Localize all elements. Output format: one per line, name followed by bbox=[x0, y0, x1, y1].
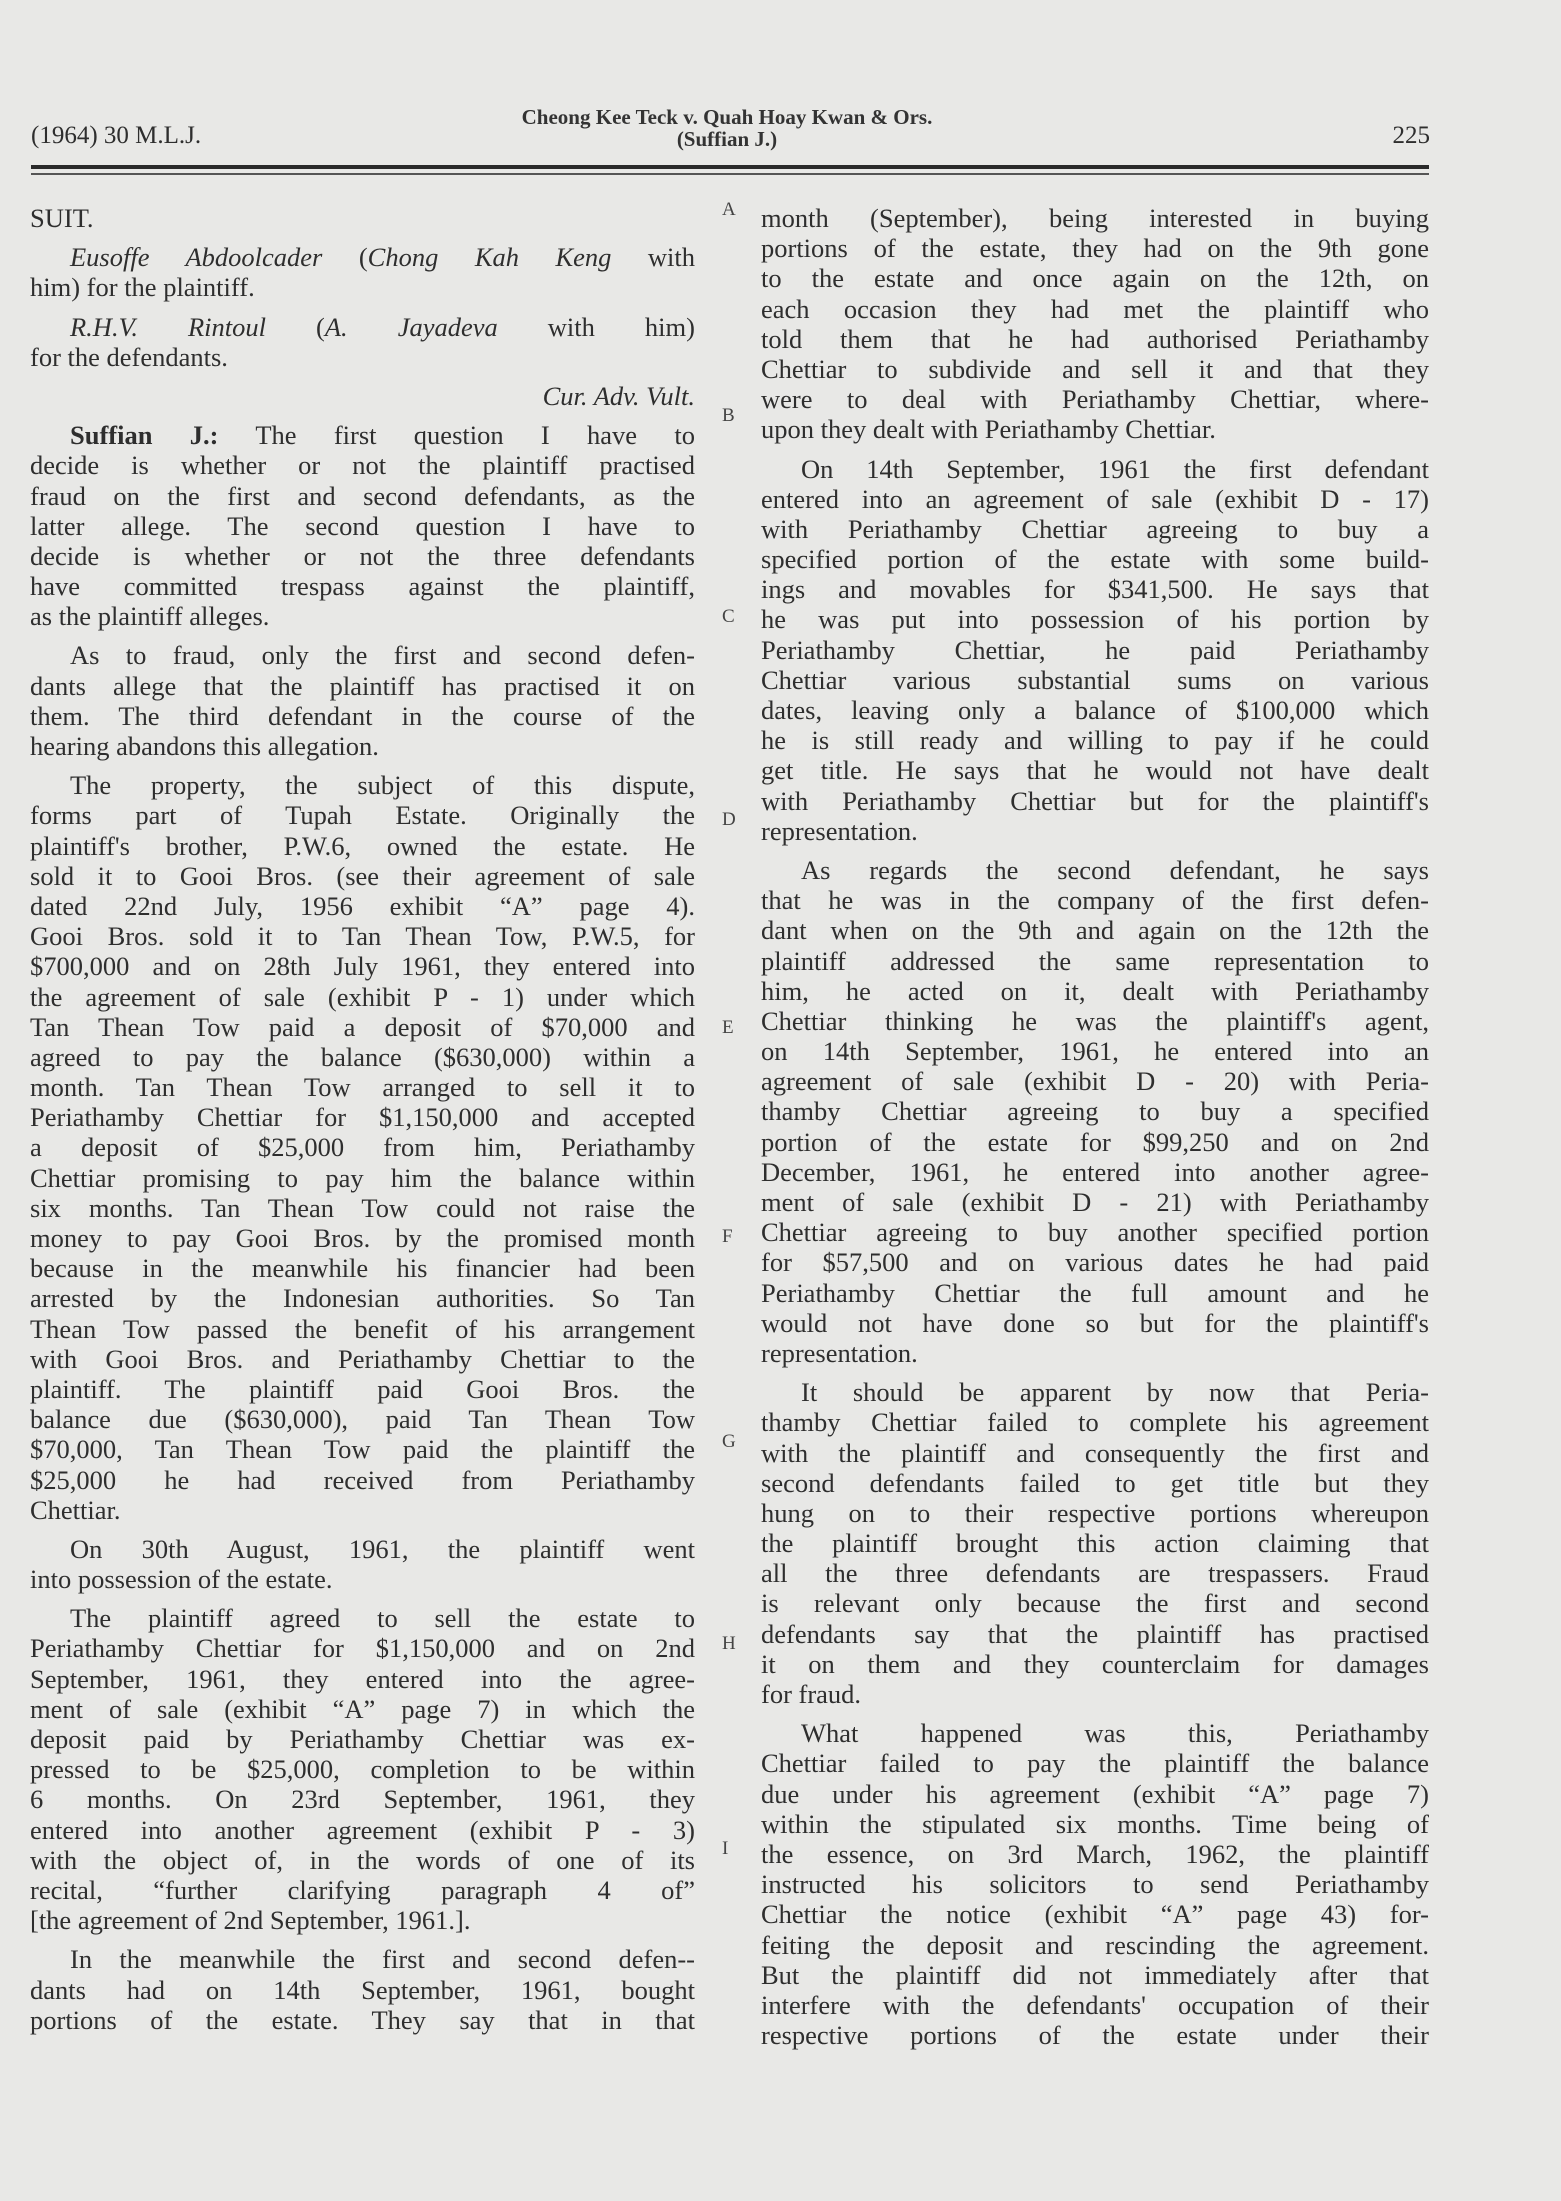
header-rule-thick bbox=[31, 165, 1429, 169]
text-line: the essence, on 3rd March, 1962, the plaintiff bbox=[761, 1838, 1429, 1869]
text-line: a deposit of $25,000 from him, Periathamby bbox=[30, 1132, 695, 1163]
left-column bbox=[30, 203, 695, 2035]
margin-letter: B bbox=[722, 405, 735, 426]
text-line: entered into an agreement of sale (exhibit D - 17) bbox=[761, 483, 1429, 514]
text-line: But the plaintiff did not immediately after that bbox=[761, 1959, 1429, 1990]
text-line: defendants say that the plaintiff has practised bbox=[761, 1618, 1429, 1649]
judge-lead: Suffian J.: bbox=[70, 420, 219, 451]
text-line-rest: The first question I have to bbox=[255, 420, 695, 451]
text-line: Chettiar failed to pay the plaintiff the balance bbox=[761, 1748, 1429, 1779]
text-line: it on them and they counterclaim for damages bbox=[761, 1648, 1429, 1679]
paragraph bbox=[761, 454, 1429, 846]
text-line: Chettiar various substantial sums on various bbox=[761, 664, 1429, 695]
text-line: plaintiff addressed the same representation to bbox=[761, 945, 1429, 976]
text-line: portions of the estate. They say that in that bbox=[30, 2004, 695, 2035]
text-line: portion of the estate for $99,250 and on 2nd bbox=[761, 1126, 1429, 1157]
text-line: hearing abandons this allegation. bbox=[30, 731, 379, 761]
text-line: thamby Chettiar agreeing to buy a specified bbox=[761, 1096, 1429, 1127]
text-line: As regards the second defendant, he says bbox=[801, 854, 1429, 885]
text-line: Periathamby Chettiar the full amount and he bbox=[761, 1277, 1429, 1308]
text-line: balance due ($630,000), paid Tan Thean Tow bbox=[30, 1404, 695, 1435]
text-line: for $57,500 and on various dates he had paid bbox=[761, 1247, 1429, 1278]
paragraph bbox=[761, 855, 1429, 1368]
case-title: Cheong Kee Teck v. Quah Hoay Kwan & Ors. bbox=[521, 105, 933, 129]
text-line: the agreement of sale (exhibit P - 1) under which bbox=[30, 981, 695, 1012]
text-line: What happened was this, Periathamby bbox=[801, 1718, 1429, 1749]
text-line: plaintiff. The plaintiff paid Gooi Bros. the bbox=[30, 1373, 695, 1404]
text-line: plaintiff's brother, P.W.6, owned the estate. He bbox=[30, 830, 695, 861]
text-line: told them that he had authorised Periathamby bbox=[761, 323, 1429, 354]
text-line: ment of sale (exhibit “A” page 7) in which the bbox=[30, 1693, 695, 1724]
text-line: upon they dealt with Periathamby Chettiar. bbox=[761, 414, 1216, 445]
text-line: In the meanwhile the first and second defen-- bbox=[70, 1944, 695, 1975]
text-line: Periathamby Chettiar, he paid Periathamby bbox=[761, 634, 1429, 665]
text-line: dates, leaving only a balance of $100,000 which bbox=[761, 695, 1429, 725]
text-line: second defendants failed to get title but they bbox=[761, 1467, 1429, 1498]
text-line: R.H.V. Rintoul (A. Jayadeva with him) bbox=[70, 311, 695, 342]
text-line: It should be apparent by now that Peria- bbox=[801, 1377, 1429, 1408]
margin-letter: I bbox=[722, 1838, 729, 1859]
text-line: dated 22nd July, 1956 exhibit “A” page 4). bbox=[30, 890, 695, 921]
margin-letter: F bbox=[722, 1226, 733, 1247]
paragraph bbox=[761, 1377, 1429, 1709]
text-line: SUIT. bbox=[30, 203, 94, 233]
text-line: feiting the deposit and rescinding the agreement. bbox=[761, 1929, 1429, 1960]
text-line: $700,000 and on 28th July 1961, they entered into bbox=[30, 951, 695, 982]
text-line: each occasion they had met the plaintiff who bbox=[761, 293, 1429, 324]
text-line: latter allege. The second question I have to bbox=[30, 510, 695, 541]
text-line: Chettiar the notice (exhibit “A” page 43) for- bbox=[761, 1899, 1429, 1930]
text-line: were to deal with Periathamby Chettiar, where- bbox=[761, 384, 1429, 415]
text-line: $25,000 he had received from Periathamby bbox=[30, 1464, 695, 1495]
text-line: Chettiar thinking he was the plaintiff's agent, bbox=[761, 1005, 1429, 1036]
text-line: Thean Tow passed the benefit of his arrangement bbox=[30, 1313, 695, 1344]
text-line: specified portion of the estate with some build- bbox=[761, 544, 1429, 575]
paragraph bbox=[30, 420, 695, 631]
text-line: him, he acted on it, dealt with Periathamby bbox=[761, 975, 1429, 1006]
text-line: $70,000, Tan Thean Tow paid the plaintiff the bbox=[30, 1434, 695, 1465]
text-line: representation. bbox=[761, 1337, 918, 1368]
paragraph bbox=[30, 1603, 695, 1935]
text-line: the plaintiff brought this action claiming that bbox=[761, 1528, 1429, 1559]
text-line: Periathamby Chettiar for $1,150,000 and accepted bbox=[30, 1102, 695, 1133]
paragraph bbox=[761, 1718, 1429, 2050]
text-line: representation. bbox=[761, 815, 918, 846]
text-line: dants had on 14th September, 1961, bought bbox=[30, 1974, 695, 2005]
margin-letter: A bbox=[722, 199, 736, 220]
text-line: Periathamby Chettiar for $1,150,000 and on 2nd bbox=[30, 1633, 695, 1664]
paragraph bbox=[30, 203, 695, 233]
running-header bbox=[427, 106, 1027, 150]
text-line: sold it to Gooi Bros. (see their agreement of sale bbox=[30, 860, 695, 891]
text-line bbox=[30, 420, 695, 450]
text-line: The plaintiff agreed to sell the estate to bbox=[70, 1603, 695, 1634]
text-line: ings and movables for $341,500. He says that bbox=[761, 574, 1429, 605]
text-line: pressed to be $25,000, completion to be within bbox=[30, 1754, 695, 1785]
text-line: interfere with the defendants' occupation of their bbox=[761, 1989, 1429, 2020]
text-line: On 30th August, 1961, the plaintiff went bbox=[70, 1533, 695, 1564]
text-line: with Periathamby Chettiar but for the plaintiff's bbox=[761, 785, 1429, 816]
text-line: due under his agreement (exhibit “A” page 7) bbox=[761, 1778, 1429, 1809]
text-line: Cur. Adv. Vult. bbox=[542, 380, 695, 411]
text-line: with the plaintiff and consequently the first and bbox=[761, 1437, 1429, 1468]
text-line: Chettiar. bbox=[30, 1494, 121, 1525]
text-line: into possession of the estate. bbox=[30, 1564, 333, 1595]
text-line: deposit paid by Periathamby Chettiar was ex- bbox=[30, 1724, 695, 1754]
text-line: to the estate and once again on the 12th, on bbox=[761, 263, 1429, 294]
paragraph bbox=[30, 640, 695, 761]
text-line: on 14th September, 1961, he entered into an bbox=[761, 1036, 1429, 1067]
text-line: he was put into possession of his portion by bbox=[761, 604, 1429, 635]
text-line: them. The third defendant in the course of the bbox=[30, 700, 695, 731]
text-line: month. Tan Thean Tow arranged to sell it to bbox=[30, 1072, 695, 1103]
text-line: ment of sale (exhibit D - 21) with Periathamby bbox=[761, 1187, 1429, 1217]
text-line: him) for the plaintiff. bbox=[30, 272, 255, 303]
text-line: agreed to pay the balance ($630,000) within a bbox=[30, 1041, 695, 1072]
text-line: get title. He says that he would not have dealt bbox=[761, 755, 1429, 786]
margin-letter: E bbox=[722, 1017, 734, 1038]
text-line: decide is whether or not the plaintiff practised bbox=[30, 450, 695, 481]
text-line: Eusoffe Abdoolcader (Chong Kah Keng with bbox=[70, 242, 695, 273]
text-line: is relevant only because the first and second bbox=[761, 1588, 1429, 1619]
text-line: [the agreement of 2nd September, 1961.]. bbox=[30, 1905, 471, 1936]
text-line: portions of the estate, they had on the 9th gone bbox=[761, 233, 1429, 264]
text-line: As to fraud, only the first and second defen- bbox=[70, 640, 695, 671]
text-line: December, 1961, he entered into another agree- bbox=[761, 1156, 1429, 1187]
text-line: with the object of, in the words of one of its bbox=[30, 1844, 695, 1875]
text-line: because in the meanwhile his financier had been bbox=[30, 1253, 695, 1284]
paragraph bbox=[30, 1944, 695, 2035]
text-line: with Gooi Bros. and Periathamby Chettiar to the bbox=[30, 1343, 695, 1374]
text-line: dants allege that the plaintiff has practised it on bbox=[30, 670, 695, 701]
text-line: On 14th September, 1961 the first defendant bbox=[801, 453, 1429, 484]
text-line: agreement of sale (exhibit D - 20) with Peria- bbox=[761, 1066, 1429, 1097]
text-line: Gooi Bros. sold it to Tan Thean Tow, P.W.5, for bbox=[30, 921, 695, 952]
margin-letter: D bbox=[722, 809, 736, 830]
text-line: Chettiar to subdivide and sell it and that they bbox=[761, 353, 1429, 384]
text-line: September, 1961, they entered into the agree- bbox=[30, 1663, 695, 1694]
text-line: as the plaintiff alleges. bbox=[30, 601, 270, 632]
paragraph bbox=[30, 312, 695, 372]
text-line: six months. Tan Thean Tow could not raise the bbox=[30, 1192, 695, 1223]
text-line: Chettiar promising to pay him the balance within bbox=[30, 1162, 695, 1193]
right-column bbox=[761, 203, 1429, 2050]
paragraph bbox=[30, 770, 695, 1525]
judge-name: (Suffian J.) bbox=[676, 127, 778, 151]
citation: (1964) 30 M.L.J. bbox=[31, 122, 202, 149]
text-line: within the stipulated six months. Time being of bbox=[761, 1808, 1429, 1839]
margin-letter: G bbox=[722, 1431, 736, 1452]
text-line: money to pay Gooi Bros. by the promised month bbox=[30, 1223, 695, 1253]
text-line: month (September), being interested in buying bbox=[761, 203, 1429, 233]
text-line: respective portions of the estate under their bbox=[761, 2020, 1429, 2051]
text-line: with Periathamby Chettiar agreeing to buy a bbox=[761, 513, 1429, 544]
text-line: dant when on the 9th and again on the 12th the bbox=[761, 915, 1429, 946]
text-line: entered into another agreement (exhibit P - 3) bbox=[30, 1814, 695, 1845]
text-line: instructed his solicitors to send Periathamby bbox=[761, 1869, 1429, 1900]
text-line: hung on to their respective portions whereupon bbox=[761, 1497, 1429, 1528]
text-line: have committed trespass against the plaintiff, bbox=[30, 571, 695, 602]
text-line: he is still ready and willing to pay if he could bbox=[761, 725, 1429, 756]
text-line: 6 months. On 23rd September, 1961, they bbox=[30, 1784, 695, 1815]
text-line: decide is whether or not the three defendants bbox=[30, 540, 695, 571]
paragraph bbox=[30, 1534, 695, 1594]
margin-letter: H bbox=[722, 1633, 736, 1654]
text-line: forms part of Tupah Estate. Originally the bbox=[30, 800, 695, 831]
text-line: that he was in the company of the first defen- bbox=[761, 885, 1429, 916]
text-line: all the three defendants are trespassers. Fraud bbox=[761, 1558, 1429, 1589]
paragraph bbox=[761, 203, 1429, 445]
text-line: Tan Thean Tow paid a deposit of $70,000 and bbox=[30, 1011, 695, 1042]
text-line: for fraud. bbox=[761, 1679, 862, 1709]
page-number: 225 bbox=[1392, 122, 1430, 149]
margin-letter: C bbox=[722, 606, 735, 627]
paragraph bbox=[30, 381, 695, 411]
paragraph bbox=[30, 242, 695, 302]
text-line: for the defendants. bbox=[30, 341, 228, 372]
text-line: would not have done so but for the plaintiff's bbox=[761, 1307, 1429, 1338]
text-line: arrested by the Indonesian authorities. So Tan bbox=[30, 1283, 695, 1314]
header-rule-thin bbox=[31, 173, 1429, 175]
text-line: thamby Chettiar failed to complete his agreement bbox=[761, 1407, 1429, 1438]
text-line: recital, “further clarifying paragraph 4 of” bbox=[30, 1874, 695, 1905]
text-line: fraud on the first and second defendants, as the bbox=[30, 480, 695, 511]
text-line: The property, the subject of this dispute, bbox=[70, 770, 695, 801]
text-line: Chettiar agreeing to buy another specified portion bbox=[761, 1217, 1429, 1248]
